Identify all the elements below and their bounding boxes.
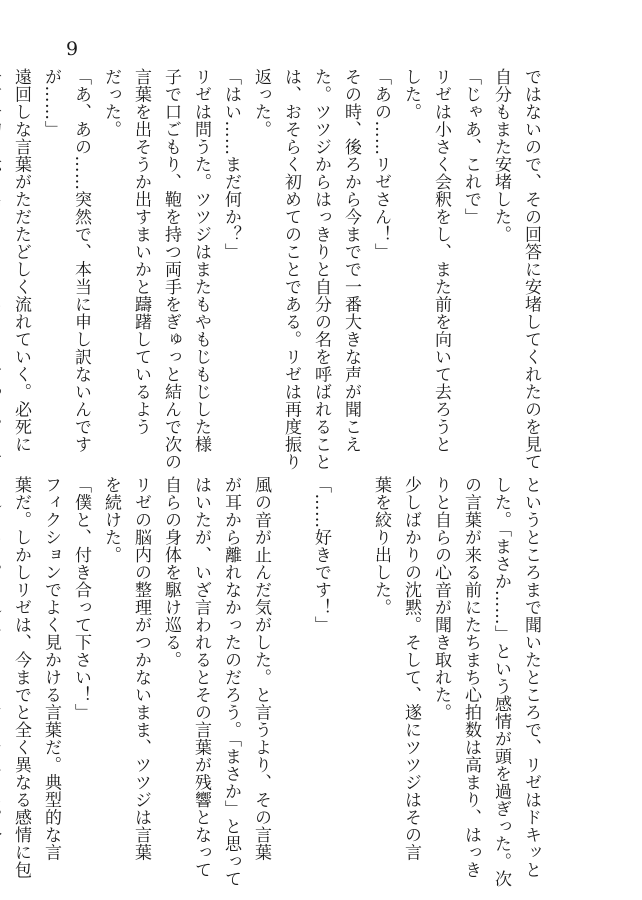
text-line: [0, 68, 6, 448]
blank-line: [336, 476, 366, 856]
text-line: 返った。: [251, 68, 271, 138]
blank-line: [276, 476, 306, 856]
text-line: 「はい……まだ何か？」: [221, 68, 241, 261]
text-line: 葉を絞り出した。: [371, 476, 391, 616]
text-line: 「あ、あの……突然で、本当に申し訳ないんです: [71, 68, 91, 453]
text-line: 自らの身体を駆け巡る。: [161, 476, 181, 669]
lower-text-block: [11, 476, 546, 888]
text-line: リゼは問うた。ツツジはまたもやもじもじした様: [191, 68, 211, 453]
text-line: 少しばかりの沈黙。そして、遂にツツジはその言: [401, 476, 421, 861]
upper-text-block: [11, 68, 546, 471]
text-line: 「あの……リゼさん！」: [371, 68, 391, 261]
text-line: その時、後ろから今までで一番大きな声が聞こえ: [341, 68, 361, 453]
text-line: 風の音が止んだ気がした。と言うより、その言葉: [251, 476, 271, 861]
text-line: だった。: [101, 68, 121, 138]
text-line: は、おそらく初めてのことである。リゼは再度振り: [281, 68, 301, 471]
text-line: 葉だ。しかしリゼは、今までと全く異なる感情に包: [11, 476, 31, 879]
text-line: 言葉を出そうか出すまいかと躊躇しているよう: [131, 68, 151, 436]
text-line: 「じゃあ、これで」: [461, 68, 481, 226]
text-line: が……」: [41, 68, 61, 138]
text-line: フィクションでよく見かける言葉だ。典型的な言: [41, 476, 61, 861]
text-line: はいたが、いざ言われるとその言葉が残響となって: [191, 476, 211, 879]
text-line: した。「まさか……」という感情が頭を過ぎった。次: [491, 476, 511, 888]
page-number: 9: [66, 38, 79, 60]
text-line: を続けた。: [101, 476, 121, 564]
text-line: 子で口ごもり、鞄を持つ両手をぎゅっと結んで次の: [161, 68, 181, 471]
text-line: の言葉が来る前にたちまち心拍数は高まり、はっき: [461, 476, 481, 879]
text-line: [0, 476, 6, 856]
text-line: りと自らの心音が聞き取れた。: [431, 476, 451, 721]
text-line: というところまで聞いたところで、リゼはドキッと: [521, 476, 541, 879]
text-line: リゼの脳内の整理がつかないまま、ツツジは言葉: [131, 476, 151, 861]
text-line: た。ツツジからはっきりと自分の名を呼ばれること: [311, 68, 331, 471]
text-line: 「僕と、付き合って下さい！」: [71, 476, 91, 721]
text-line: 遠回しな言葉がただたどしく流れていく。必死に: [11, 68, 31, 453]
text-line: した。: [401, 68, 421, 121]
text-line: リゼは小さく会釈をし、また前を向いて去ろうと: [431, 68, 451, 453]
text-line: が耳から離れなかったのだろう。「まさか」と思って: [221, 476, 241, 888]
text-line: ではないので、その回答に安堵してくれたのを見て: [521, 68, 541, 471]
text-line: 「……好きです！」: [311, 476, 331, 634]
text-line: 自分もまた安堵した。: [491, 68, 511, 243]
